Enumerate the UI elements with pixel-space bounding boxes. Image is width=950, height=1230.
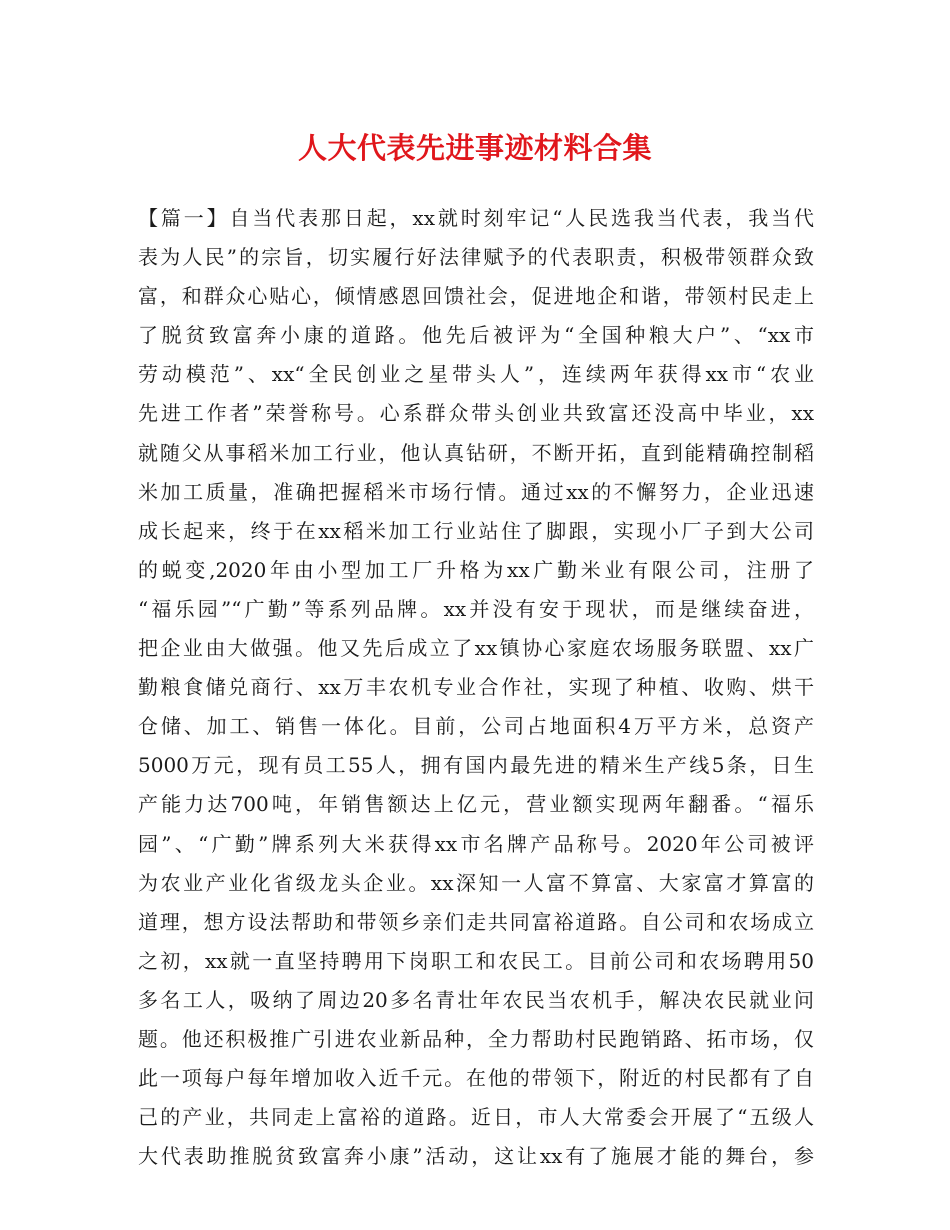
- paragraph-line: 5000万元，现有员工55人，拥有国内最先进的精米生产线5条，日生: [138, 753, 814, 778]
- paragraph-line: 仓储、加工、销售一体化。目前，公司占地面积4万平方米，总资产: [138, 714, 814, 739]
- paragraph-line: 了脱贫致富奔小康的道路。他先后被评为“全国种粮大户”、“xx市: [138, 323, 814, 348]
- paragraph-line: 富，和群众心贴心，倾情感恩回馈社会，促进地企和谐，带领村民走上: [138, 284, 814, 309]
- paragraph-line: 己的产业，共同走上富裕的道路。近日，市人大常委会开展了“五级人: [138, 1105, 814, 1130]
- paragraph-line: “福乐园”“广勤”等系列品牌。xx并没有安于现状，而是继续奋进，: [138, 596, 814, 621]
- paragraph-line: 就随父从事稻米加工行业，他认真钻研，不断开拓，直到能精确控制稻: [138, 440, 814, 465]
- document-body: [138, 199, 814, 1176]
- document-title: 人大代表先进事迹材料合集: [297, 131, 652, 165]
- paragraph-line: 大代表助推脱贫致富奔小康”活动，这让xx有了施展才能的舞台，参: [138, 1144, 814, 1169]
- paragraph-line: 此一项每户每年增加收入近千元。在他的带领下，附近的村民都有了自: [138, 1066, 814, 1091]
- paragraph-line: 表为人民”的宗旨，切实履行好法律赋予的代表职责，积极带领群众致: [138, 245, 814, 270]
- paragraph-line: 先进工作者”荣誉称号。心系群众带头创业共致富还没高中毕业，xx: [138, 401, 814, 426]
- paragraph-line: 多名工人，吸纳了周边20多名青壮年农民当农机手，解决农民就业问: [138, 987, 814, 1012]
- paragraph-line: 之初，xx就一直坚持聘用下岗职工和农民工。目前公司和农场聘用50: [138, 948, 814, 973]
- paragraph-line: 园”、“广勤”牌系列大米获得xx市名牌产品称号。2020年公司被评: [138, 831, 814, 856]
- paragraph-line: 产能力达700吨，年销售额达上亿元，营业额实现两年翻番。“福乐: [138, 792, 814, 817]
- paragraph-line: 题。他还积极推广引进农业新品种，全力帮助村民跑销路、拓市场，仅: [138, 1026, 814, 1051]
- paragraph-line: 米加工质量，准确把握稻米市场行情。通过xx的不懈努力，企业迅速: [138, 479, 814, 504]
- paragraph-line: 道理，想方设法帮助和带领乡亲们走共同富裕道路。自公司和农场成立: [138, 909, 814, 934]
- paragraph-line: 为农业产业化省级龙头企业。xx深知一人富不算富、大家富才算富的: [138, 870, 814, 895]
- paragraph-line: 勤粮食储兑商行、xx万丰农机专业合作社，实现了种植、收购、烘干: [138, 675, 814, 700]
- paragraph-line: 的蜕变,2020年由小型加工厂升格为xx广勤米业有限公司，注册了: [138, 557, 814, 582]
- paragraph-line: 劳动模范”、xx“全民创业之星带头人”，连续两年获得xx市“农业: [138, 362, 814, 387]
- paragraph-line: 成长起来，终于在xx稻米加工行业站住了脚跟，实现小厂子到大公司: [138, 518, 814, 543]
- paragraph-line: 把企业由大做强。他又先后成立了xx镇协心家庭农场服务联盟、xx广: [138, 636, 814, 661]
- paragraph-line: 【篇一】自当代表那日起，xx就时刻牢记“人民选我当代表，我当代: [138, 206, 814, 230]
